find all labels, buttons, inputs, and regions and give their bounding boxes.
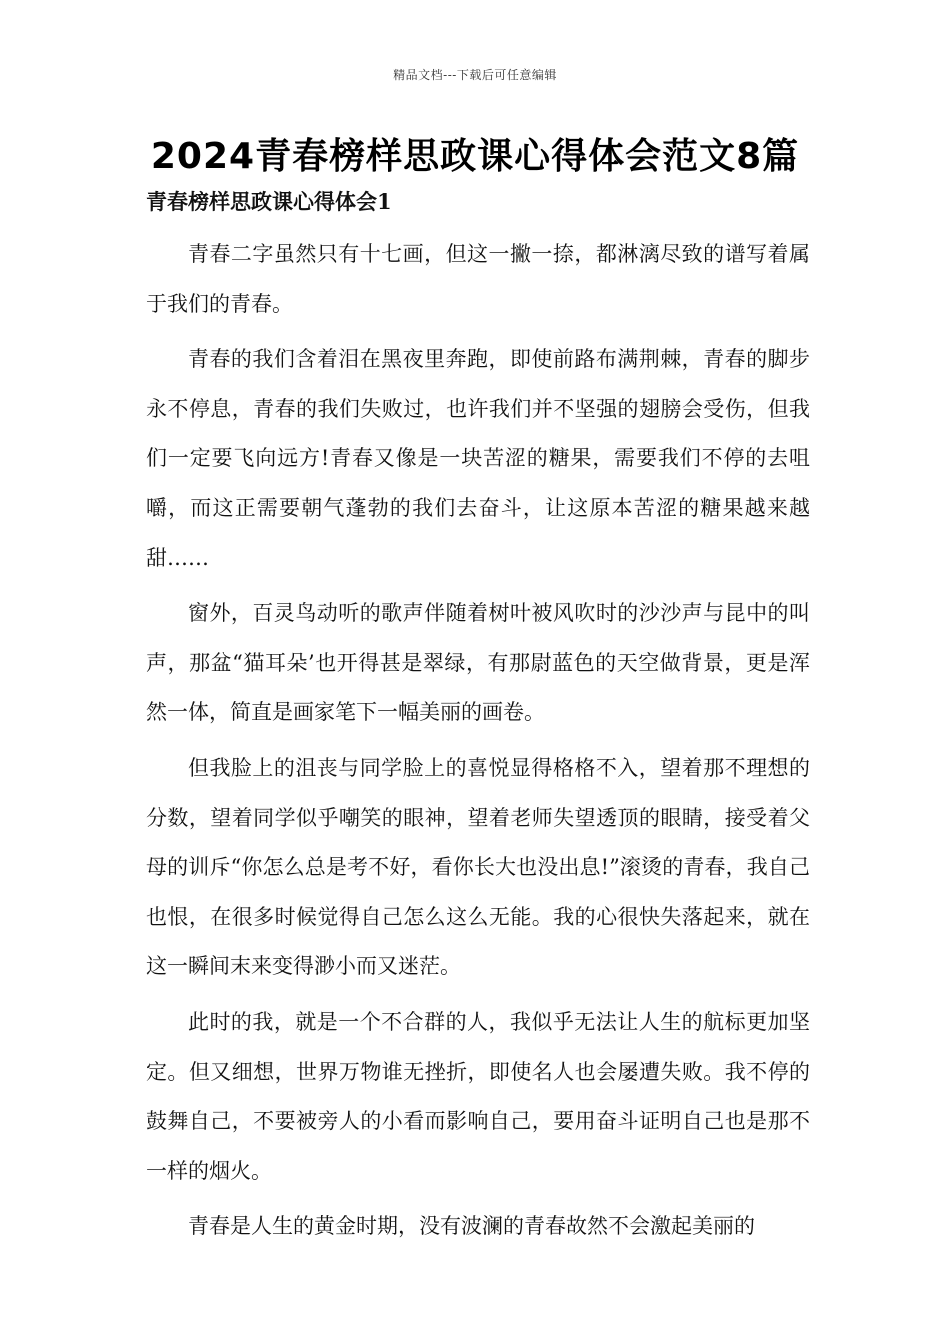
paragraph-2: 青春的我们含着泪在黑夜里奔跑，即使前路布满荆棘，青春的脚步永不停息，青春的我们失败过，也许我们并不坚强的翅膀会受伤，但我们一定要飞向远方!青春又像是一块苦涩的糖果，需要我们不停的去咀嚼，而这正需要朝气蓬勃的我们去奋斗，让这原本苦涩的糖果越来越甜……: [146, 347, 810, 570]
page-header: 精品文档---下载后可任意编辑: [393, 68, 557, 82]
paragraph-3: 窗外，百灵鸟动听的歌声伴随着树叶被风吹时的沙沙声与昆中的叫声，那盆“猫耳朵’也开得甚是翠绿，有那尉蓝色的天空做背景，更是浑然一体，简直是画家笔下一幅美丽的画卷。: [146, 601, 810, 725]
document-title: 2024青春榜样思政课心得体会范文8篇: [150, 136, 800, 177]
section-heading: 青春榜样思政课心得体会1: [146, 189, 392, 214]
document-body: [146, 230, 810, 1258]
paragraph-1: 青春二字虽然只有十七画，但这一撇一捺，都淋漓尽致的谱写着属于我们的青春。: [146, 242, 810, 316]
paragraph-5: 此时的我，就是一个不合群的人，我似乎无法让人生的航标更加坚定。但又细想，世界万物谁无挫折，即使名人也会屡遭失败。我不停的鼓舞自己，不要被旁人的小看而影响自己，要用奋斗证明自己也是那不一样的烟火。: [146, 1009, 810, 1183]
paragraph-4: 但我脸上的沮丧与同学脸上的喜悦显得格格不入，望着那不理想的分数，望着同学似乎嘲笑的眼神，望着老师失望透顶的眼睛，接受着父母的训斥“你怎么总是考不好，看你长大也没出息!”滚烫的青春，我自己也恨，在很多时候觉得自己怎么这么无能。我的心很快失落起来，就在这一瞬间末来变得渺小而又迷茫。: [146, 755, 810, 979]
paragraph-6: 青春是人生的黄金时期，没有波澜的青春故然不会激起美丽的: [188, 1214, 755, 1239]
